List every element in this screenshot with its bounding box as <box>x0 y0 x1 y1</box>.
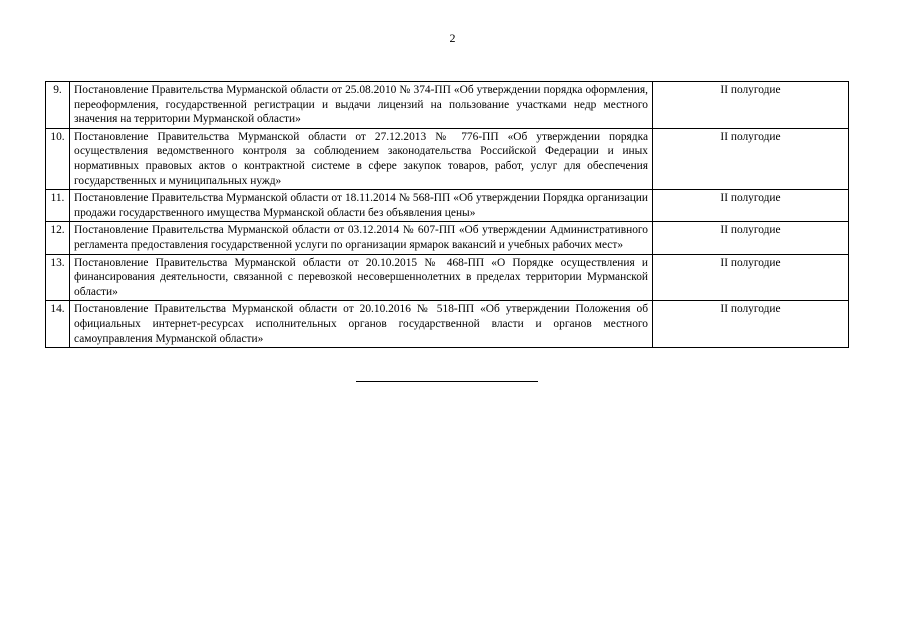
decree-text: Постановление Правительства Мурманской области от 27.12.2013 № 776-ПП «Об утверждении порядка осуществления ведомственного контроля за соблюдением законодательства Российской Федерации и иных нормативных правовых актов о контрактной системе в сфере закупок товаров, работ, услуг для обеспечения государственных и муниципальных нужд» <box>70 128 653 189</box>
period-cell: II полугодие <box>653 190 849 222</box>
table-row <box>46 254 849 301</box>
period-cell: II полугодие <box>653 128 849 189</box>
row-number: 9. <box>46 82 70 129</box>
row-number: 14. <box>46 301 70 348</box>
period-cell: II полугодие <box>653 254 849 301</box>
decrees-table <box>45 81 849 348</box>
decree-text: Постановление Правительства Мурманской области от 03.12.2014 № 607-ПП «Об утверждении Административного регламента предоставления государственной услуги по организации ярмарок вакансий и учебных рабочих мест» <box>70 222 653 254</box>
row-number: 13. <box>46 254 70 301</box>
row-number: 11. <box>46 190 70 222</box>
row-number: 12. <box>46 222 70 254</box>
closing-rule <box>356 381 538 382</box>
table-row <box>46 82 849 129</box>
period-cell: II полугодие <box>653 301 849 348</box>
period-cell: II полугодие <box>653 222 849 254</box>
decree-text: Постановление Правительства Мурманской области от 18.11.2014 № 568-ПП «Об утверждении Порядка организации продажи государственного имущества Мурманской области без объявления цены» <box>70 190 653 222</box>
decree-text: Постановление Правительства Мурманской области от 20.10.2015 № 468-ПП «О Порядке осуществления и финансирования деятельности, связанной с перевозкой несовершеннолетних в пределах территории Мурманской области» <box>70 254 653 301</box>
row-number: 10. <box>46 128 70 189</box>
table-row <box>46 222 849 254</box>
table-row <box>46 128 849 189</box>
period-cell: II полугодие <box>653 82 849 129</box>
decree-text: Постановление Правительства Мурманской области от 25.08.2010 № 374-ПП «Об утверждении порядка оформления, переоформления, государственной регистрации и выдачи лицензий на пользование участками недр местного значения на территории Мурманской области» <box>70 82 653 129</box>
table-row <box>46 190 849 222</box>
page-number: 2 <box>449 31 456 45</box>
table-row <box>46 301 849 348</box>
decree-text: Постановление Правительства Мурманской области от 20.10.2016 № 518-ПП «Об утверждении Положения об официальных интернет-ресурсах исполнительных органов государственной власти и органов местного самоуправления Мурманской области» <box>70 301 653 348</box>
